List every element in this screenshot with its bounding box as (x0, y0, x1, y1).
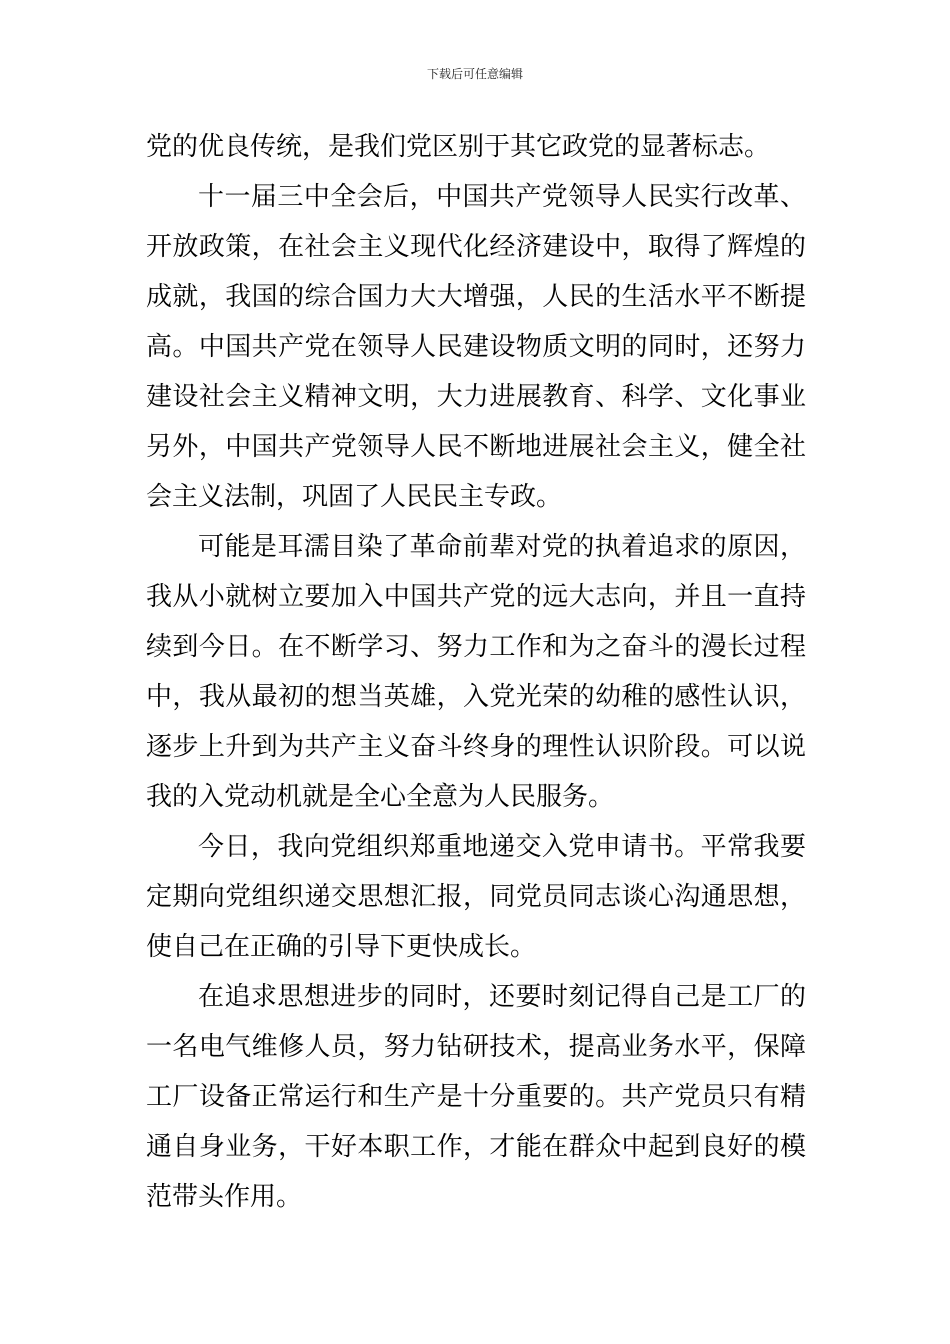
paragraph-motivation: 可能是耳濡目染了革命前辈对党的执着追求的原因，我从小就树立要加入中国共产党的远大志向，并且一直持续到今日。在不断学习、努力工作和为之奋斗的漫长过程中，我从最初的想当英雄，入党光荣的幼稚的感性认识，逐步上升到为共产主义奋斗终身的理性认识阶段。可以说我的入党动机就是全心全意为人民服务。 (146, 532, 806, 812)
paragraph-application: 今日，我向党组织郑重地递交入党申请书。平常我要定期向党组织递交思想汇报，同党员同志谈心沟通思想，使自己在正确的引导下更快成长。 (146, 832, 806, 962)
paragraph-reform-achievements: 十一届三中全会后，中国共产党领导人民实行改革、开放政策，在社会主义现代化经济建设中，取得了辉煌的成就，我国的综合国力大大增强，人民的生活水平不断提高。中国共产党在领导人民建设物质文明的同时，还努力建设社会主义精神文明，大力进展教育、科学、文化事业另外，中国共产党领导人民不断地进展社会主义，健全社会主义法制，巩固了人民民主专政。 (146, 182, 806, 512)
page-header-note: 下载后可任意编辑 (426, 67, 523, 81)
paragraph-work-duty: 在追求思想进步的同时，还要时刻记得自己是工厂的一名电气维修人员，努力钻研技术，提高业务水平，保障工厂设备正常运行和生产是十分重要的。共产党员只有精通自身业务，干好本职工作，才能在群众中起到良好的模范带头作用。 (146, 982, 806, 1212)
paragraph-continuation: 党的优良传统，是我们党区别于其它政党的显著标志。 (146, 132, 771, 162)
document-body (146, 122, 806, 1222)
